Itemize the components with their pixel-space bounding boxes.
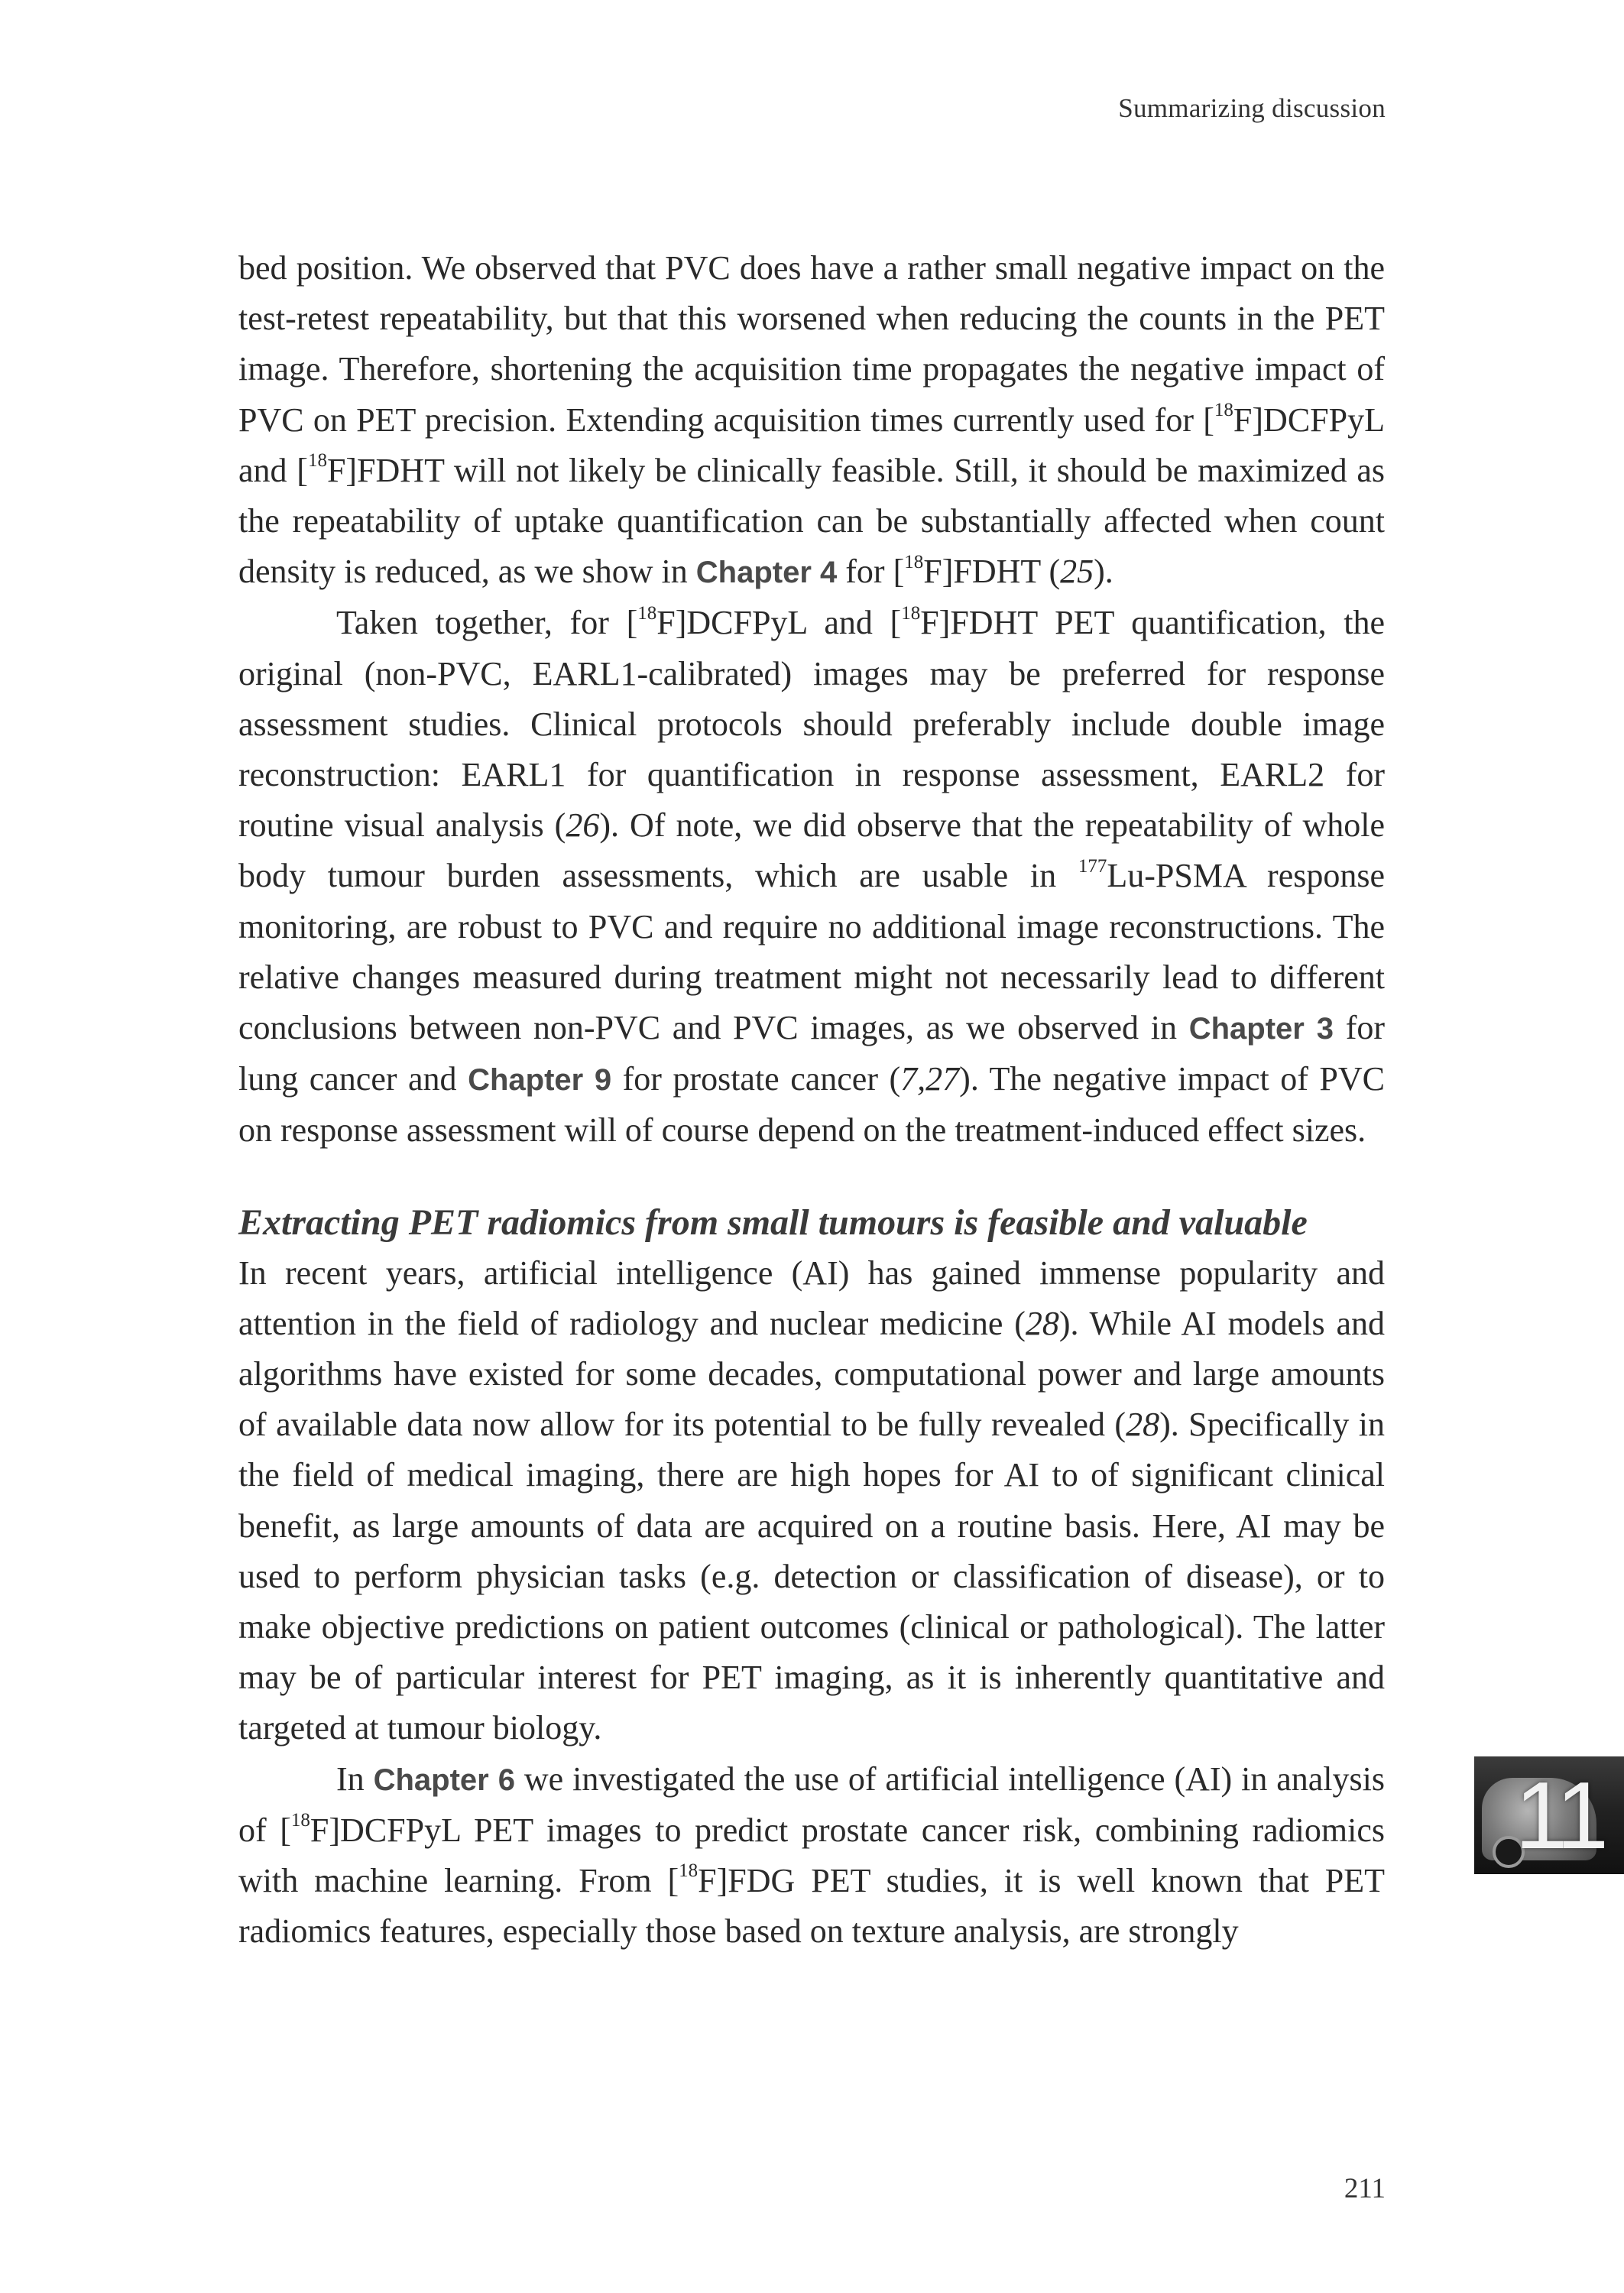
paragraph-chapter-6 [238, 1754, 1385, 1957]
citation: 28 [1126, 1406, 1160, 1444]
citation: 28 [1025, 1304, 1059, 1342]
text-run: ). [1094, 553, 1113, 591]
text-run: bed position. We observed that PVC does have a rather small negative impact on the test-retest repeatability, but that this worsened when reducing the counts in the PET image. Therefore, shortening the acquisition time propagates the negative impact of PVC on PET precision. Extending acquisition times currently used for [ [238, 249, 1385, 439]
text-run: F]FDHT PET quantification, the original (non-PVC, EARL1-calibrated) images may be preferred for response assessment studies. Clinical protocols should preferably include double image reconstruction: EARL1 for quantification in response assessment, EARL2 for routine visual analysis ( [238, 604, 1385, 845]
text-run: In [336, 1759, 374, 1798]
page-number: 211 [1344, 2173, 1386, 2204]
section-heading: Extracting PET radiomics from small tumours is feasible and valuable [238, 1202, 1308, 1243]
text-run: In recent years, artificial intelligence (AI) has gained immense popularity and attention in the field of radiology and nuclear medicine ( [238, 1254, 1385, 1342]
text-run: F]FDHT ( [923, 553, 1061, 591]
superscript: 18 [290, 1810, 310, 1831]
text-run: ). The negative impact of PVC on response assessment will of course depend on the treatment-induced effect sizes. [238, 1060, 1386, 1150]
superscript: 18 [901, 602, 921, 624]
text-run: for [ [837, 553, 905, 591]
text-run: F]FDHT will not likely be clinically feasible. Still, it should be maximized as the repeatability of uptake quantification can be substantially affected when count density is reduced, as we show in [238, 451, 1385, 591]
superscript: 18 [307, 450, 327, 472]
text-run: ). Specifically in the field of medical imaging, there are high hopes for AI to of significant clinical benefit, as large amounts of data are acquired on a routine basis. Here, AI may be used to perform physician tasks (e.g. detection or classification of disease), or to make objective predictions on patient outcomes (clinical or pathological). The latter may be of particular interest for PET imaging, as it is inherently quantitative and targeted at tumour biology. [238, 1406, 1386, 1747]
chapter-reference: Chapter 4 [695, 556, 838, 590]
chapter-thumb-tab [1474, 1756, 1624, 1874]
text-run: Taken together, for [ [336, 604, 638, 642]
citation: 7,27 [900, 1060, 960, 1098]
text-run: ). Of note, we did observe that the repeatability of whole body tumour burden assessments, which are usable in [238, 806, 1385, 895]
chapter-reference: Chapter 9 [468, 1063, 612, 1098]
text-run: we investigated the use of artificial intelligence (AI) in analysis of [ [238, 1759, 1385, 1849]
chapter-reference: Chapter 3 [1188, 1012, 1334, 1046]
superscript: 177 [1078, 855, 1107, 877]
chapter-tab-number: 11 [1515, 1763, 1604, 1869]
citation: 25 [1060, 553, 1094, 591]
running-header: Summarizing discussion [1118, 93, 1386, 123]
paragraph-taken-together [238, 598, 1385, 1156]
main-content [238, 243, 1385, 1957]
paragraph-pvc-repeatability [238, 243, 1385, 598]
text-run: F]DCFPyL and [ [238, 401, 1385, 489]
superscript: 18 [679, 1860, 699, 1882]
text-run: F]DCFPyL PET images to predict prostate cancer risk, combining radiomics with machine learning. From [ [238, 1811, 1386, 1900]
superscript: 18 [904, 551, 924, 572]
text-run: for prostate cancer ( [611, 1060, 901, 1098]
chapter-reference: Chapter 6 [373, 1763, 515, 1797]
text-run: Lu-PSMA response monitoring, are robust to PVC and require no additional image reconstructions. The relative changes measured during treatment might not necessarily lead to different conclusions between non-PVC and PVC images, as we observed in [238, 857, 1385, 1047]
text-run: F]FDG PET studies, it is well known that PET radiomics features, especially those based on texture analysis, are strongly [238, 1862, 1385, 1951]
superscript: 18 [637, 602, 657, 624]
superscript: 18 [1214, 399, 1233, 420]
paragraph-ai-intro [238, 1248, 1385, 1754]
citation: 26 [566, 806, 600, 845]
text-run: ). While AI models and algorithms have existed for some decades, computational power and large amounts of available data now allow for its potential to be fully revealed ( [238, 1304, 1385, 1444]
text-run: for lung cancer and [238, 1009, 1385, 1098]
text-run: F]DCFPyL and [ [656, 604, 902, 642]
